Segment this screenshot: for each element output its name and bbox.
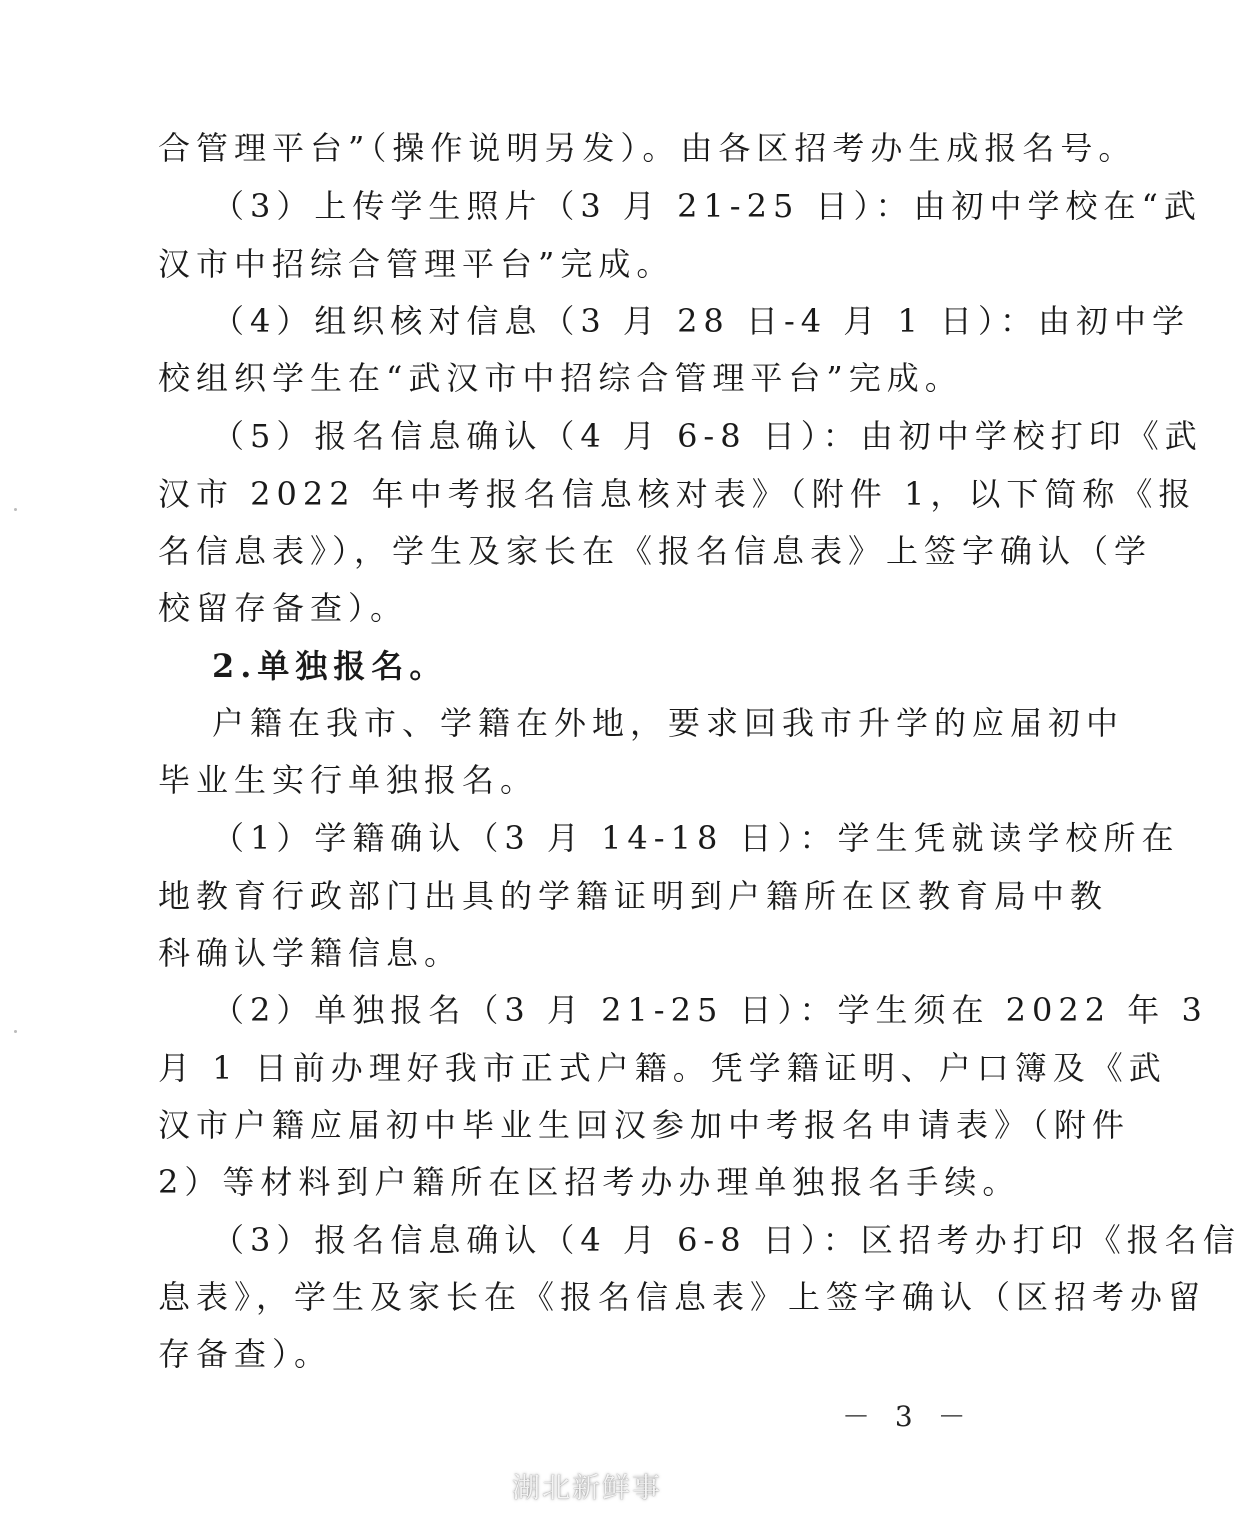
text-line: 汉市中招综合管理平台”完成。 [158,245,675,283]
weibo-watermark [470,1466,662,1506]
text-line: 户籍在我市、学籍在外地，要求回我市升学的应届初中 [212,704,1125,742]
text-line: 合管理平台”（操作说明另发）。由各区招考办生成报名号。 [158,129,1137,167]
text-line: 毕业生实行单独报名。 [158,761,539,799]
text-line: 汉市户籍应届初中毕业生回汉参加中考报名申请表》（附件 [158,1106,1131,1144]
text-line: 存备查）。 [158,1335,333,1373]
text-line: 地教育行政部门出具的学籍证明到户籍所在区教育局中教 [158,877,1109,915]
text-line: 名信息表》），学生及家长在《报名信息表》上签字确认（学 [158,532,1153,570]
text-line: （3）报名信息确认（4 月 6-8 日）：区招考办打印《报名信 [212,1221,1241,1259]
text-line: 息表》，学生及家长在《报名信息表》上签字确认（区招考办留 [158,1278,1207,1316]
text-line: 月 1 日前办理好我市正式户籍。凭学籍证明、户口簿及《武 [158,1049,1167,1087]
text-line: 校组织学生在“武汉市中招综合管理平台”完成。 [158,359,963,397]
text-line: （5）报名信息确认（4 月 6-8 日）：由初中学校打印《武 [212,417,1203,455]
weibo-icon [470,1472,504,1500]
section-heading: 2.单独报名。 [212,647,448,685]
watermark-text: 湖北新鲜事 [512,1471,663,1504]
text-line: 科确认学籍信息。 [158,934,463,972]
text-line: （1）学籍确认（3 月 14-18 日）：学生凭就读学校所在 [212,819,1180,857]
page-number: － 3 － [842,1400,974,1433]
text-line: 校留存备查）。 [158,589,409,627]
scan-speck [14,1030,17,1033]
text-line: （2）单独报名（3 月 21-25 日）：学生须在 2022 年 3 [212,991,1208,1029]
text-line: （4）组织核对信息（3 月 28 日-4 月 1 日）：由初中学 [212,302,1191,340]
text-line: （3）上传学生照片（3 月 21-25 日）：由初中学校在“武 [212,187,1202,225]
text-line: 汉市 2022 年中考报名信息核对表》（附件 1，以下简称《报 [158,475,1197,513]
scan-speck [14,508,17,511]
text-line: 2）等材料到户籍所在区招考办办理单独报名手续。 [158,1163,1021,1201]
